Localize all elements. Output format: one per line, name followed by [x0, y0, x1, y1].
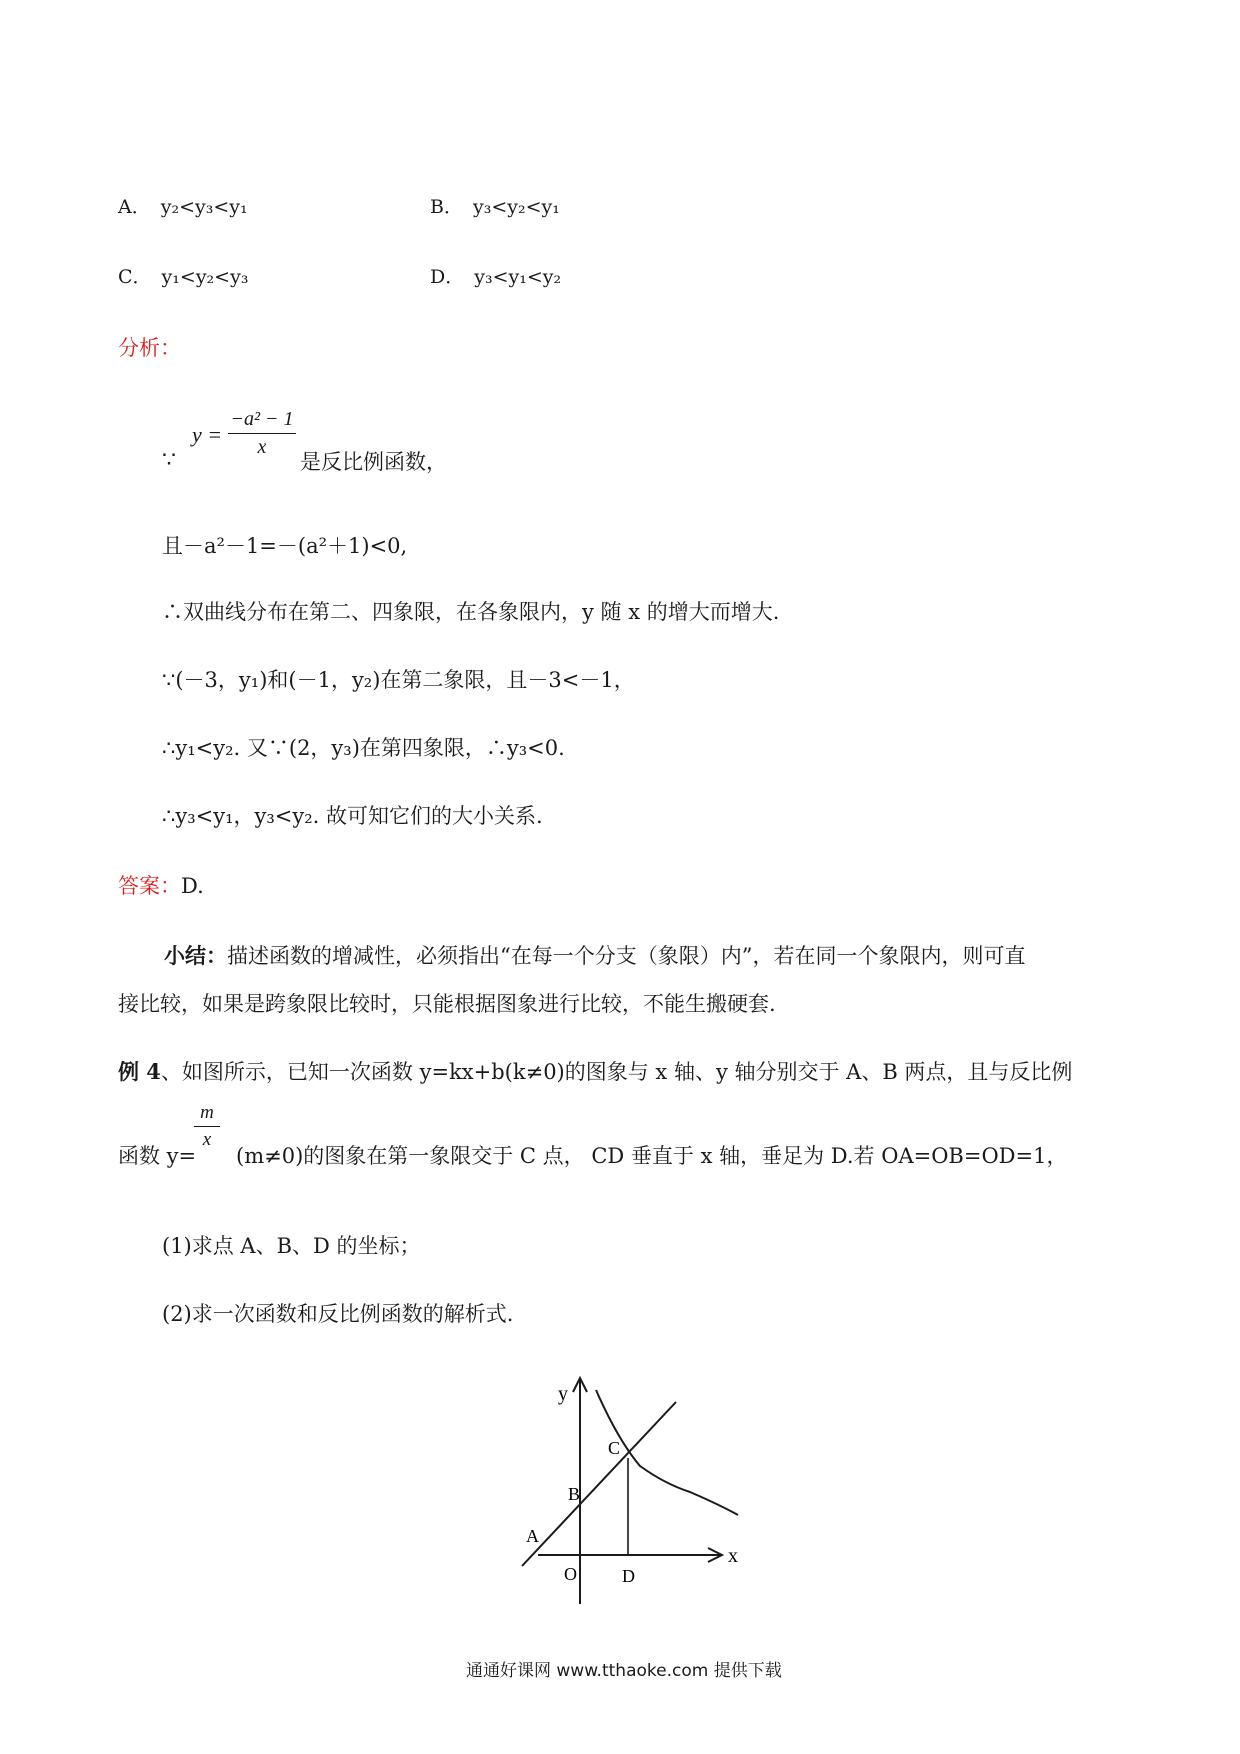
- answer-value: D.: [181, 874, 204, 898]
- analysis-line-3: ∴双曲线分布在第二、四象限，在各象限内，y 随 x 的增大而增大.: [162, 600, 780, 624]
- label-b: B: [568, 1484, 581, 1504]
- linear-function-line: [522, 1402, 676, 1566]
- label-x: x: [728, 1545, 738, 1567]
- example4-text-1: 、如图所示，已知一次函数 y=kx+b(k≠0)的图象与 x 轴、y 轴分别交于 A、B 两点，且与反比例: [160, 1060, 1073, 1084]
- option-b-value: y₃<y₂<y₁: [472, 196, 560, 218]
- analysis-line-4: ∵(－3，y₁)和(－1，y₂)在第二象限，且－3<－1，: [162, 668, 635, 692]
- label-y: y: [558, 1383, 568, 1405]
- option-a-value: y₂<y₃<y₁: [160, 196, 248, 218]
- example4-question-1: (1)求点 A、B、D 的坐标；: [162, 1234, 421, 1258]
- example4-question-2: (2)求一次函数和反比例函数的解析式.: [162, 1302, 514, 1326]
- example4-line-2-prefix: 函数 y=: [118, 1144, 197, 1168]
- label-o: O: [564, 1564, 577, 1584]
- option-c-value: y₁<y₂<y₃: [161, 266, 249, 288]
- label-a: A: [526, 1526, 539, 1546]
- analysis-heading: 分析：: [118, 336, 181, 360]
- option-d-value: y₃<y₁<y₂: [474, 266, 562, 288]
- example4-label: 例 4: [118, 1059, 161, 1084]
- formula-denominator: x: [257, 436, 267, 458]
- example4-line-2-suffix: (m≠0)的图象在第一象限交于 C 点， CD 垂直于 x 轴，垂足为 D.若 OA=OB=OD=1，: [236, 1144, 1068, 1168]
- summary-line-2: 接比较，如果是跨象限比较时，只能根据图象进行比较，不能生搬硬套.: [118, 992, 776, 1016]
- analysis-line-2: 且－a²－1=－(a²＋1)<0,: [162, 534, 408, 558]
- formula-lhs: y =: [192, 422, 223, 447]
- option-a-label: A．: [118, 196, 151, 218]
- summary-text-1: 描述函数的增减性，必须指出“在每一个分支（象限）内”，若在同一个象限内，则可直: [227, 944, 1026, 968]
- formula-numerator: −a² − 1: [228, 408, 296, 434]
- example4-frac-num: m: [194, 1102, 220, 1127]
- label-c: C: [608, 1438, 621, 1458]
- analysis-line-6: ∴y₃<y₁，y₃<y₂. 故可知它们的大小关系.: [162, 804, 543, 828]
- example4-frac-den: x: [202, 1129, 212, 1150]
- answer-label: 答案：: [118, 874, 181, 898]
- page-footer: 通通好课网 www.tthaoke.com 提供下载: [466, 1661, 782, 1681]
- label-d: D: [622, 1566, 635, 1586]
- analysis-line-5: ∴y₁<y₂. 又∵(2，y₃)在第四象限，∴y₃<0.: [162, 736, 565, 760]
- summary-label: 小结：: [164, 943, 227, 968]
- formula-tail: 是反比例函数，: [300, 450, 447, 474]
- option-c-label: C．: [118, 266, 152, 288]
- option-b-label: B．: [430, 196, 463, 218]
- option-d-label: D．: [430, 266, 465, 288]
- because-symbol: ∵: [162, 448, 176, 473]
